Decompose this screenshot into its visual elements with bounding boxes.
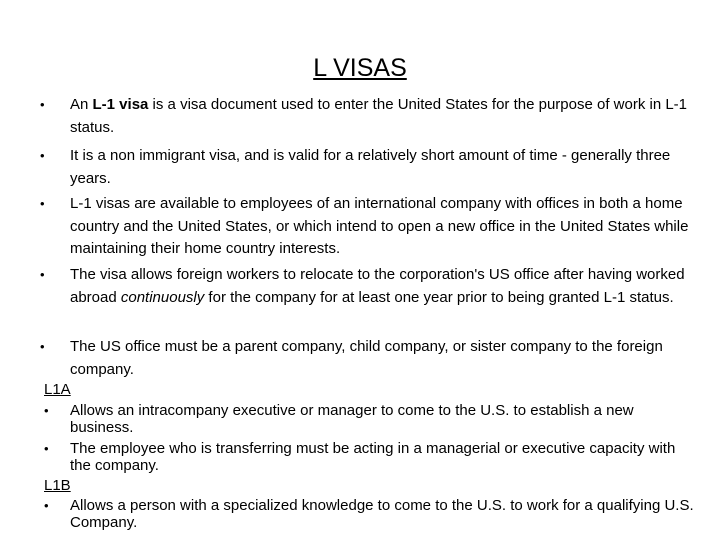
bullet-item — [40, 145, 690, 190]
bullet-text-post: is a visa document used to enter the United States for the purpose of work in L-1 status. — [70, 96, 688, 136]
bullet-text-pre: The visa allows foreign workers to relocate to the corporation's US office after having worked abroad — [70, 266, 685, 306]
bullet-marker: • — [40, 148, 45, 163]
section-l1a-item — [44, 440, 694, 474]
bullet-text-pre: An — [70, 96, 93, 113]
bullet-text: L-1 visas are available to employees of an international company with offices in both a home country and the United States, or which intend to open a new office in the United States while maintaining their home country interests. — [70, 195, 689, 257]
bullet-marker: • — [40, 267, 45, 282]
section-l1b-item — [44, 497, 694, 531]
bullet-marker: • — [44, 498, 49, 513]
section-heading-l1a: L1A — [44, 381, 71, 398]
slide-title: L VISAS — [313, 54, 407, 82]
bullet-marker: • — [40, 97, 45, 112]
bullet-marker: • — [40, 196, 45, 211]
section-l1a-item-text: The employee who is transferring must be acting in a managerial or executive capacity with the company. — [70, 440, 676, 474]
bullet-text-post: for the company for at least one year prior to being granted L-1 status. — [204, 288, 674, 306]
bullet-item — [40, 264, 690, 309]
bullet-text: The US office must be a parent company, child company, or sister company to the foreign company. — [70, 338, 663, 378]
bullet-marker: • — [44, 403, 49, 418]
section-heading-l1b: L1B — [44, 477, 71, 494]
bullet-text-italic: continuously — [120, 288, 205, 306]
section-l1a-item-text: Allows an intracompany executive or manager to come to the U.S. to establish a new business. — [70, 402, 634, 436]
section-l1a-item — [44, 402, 694, 436]
bullet-text — [70, 94, 690, 139]
bullet-marker: • — [44, 441, 49, 456]
bullet-item — [40, 94, 690, 139]
bullet-item — [40, 193, 690, 261]
section-l1b-item-text: Allows a person with a specialized knowledge to come to the U.S. to work for a qualifying U.S. Company. — [70, 497, 694, 531]
bullet-text: It is a non immigrant visa, and is valid for a relatively short amount of time - generally three years. — [70, 147, 671, 187]
bullet-text-bold: L-1 visa — [92, 96, 149, 113]
bullet-marker: • — [40, 339, 45, 354]
bullet-item — [40, 336, 690, 381]
bullet-text — [70, 264, 690, 309]
